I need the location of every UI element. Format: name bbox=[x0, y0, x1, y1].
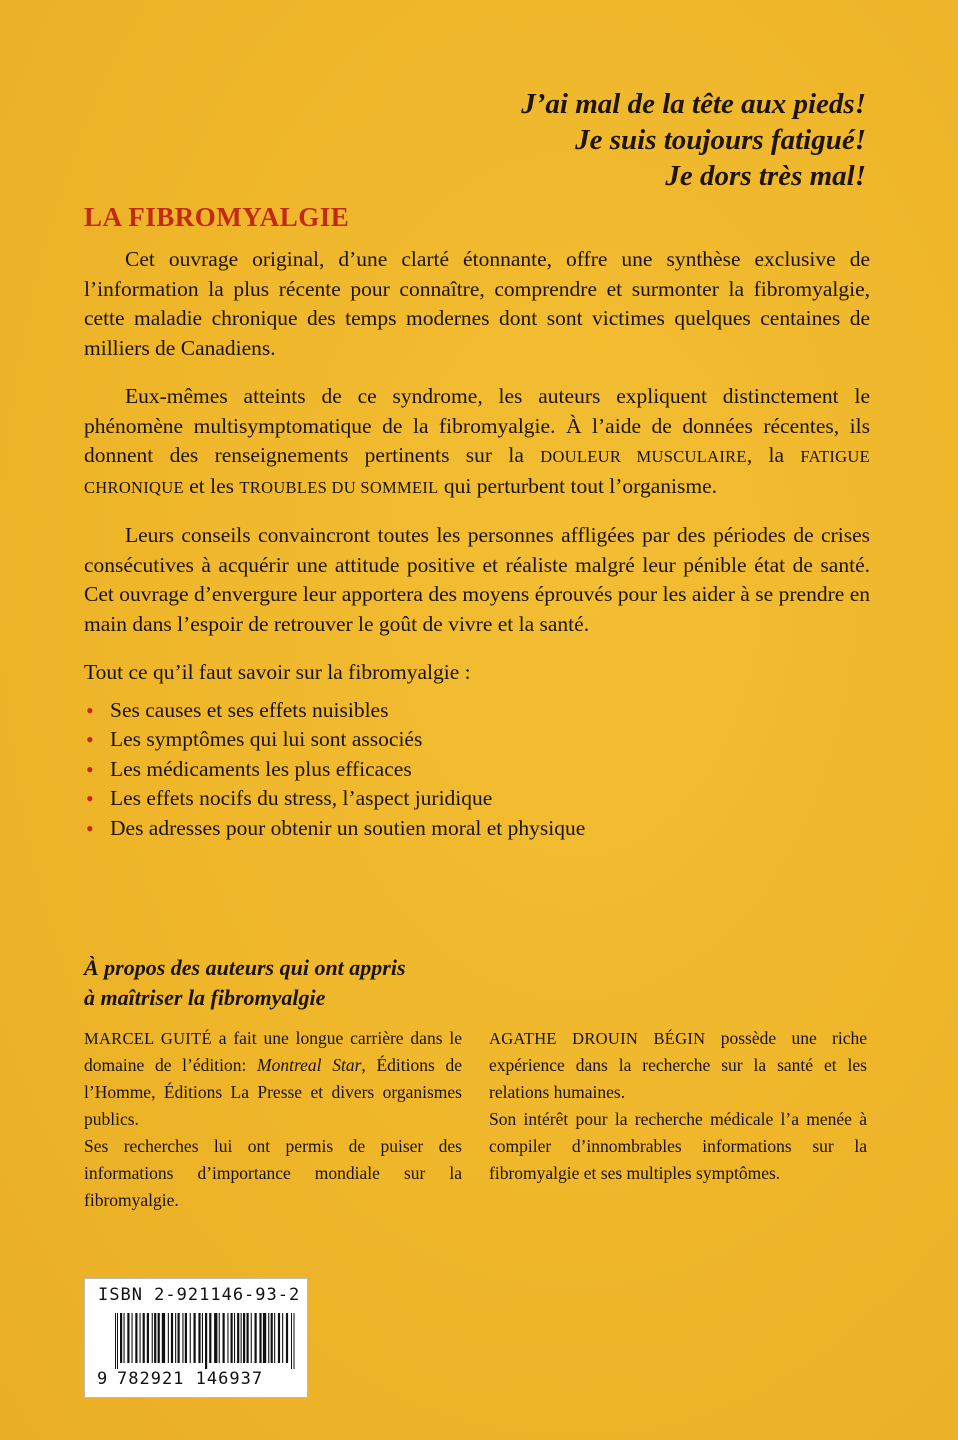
paragraph-2-part-a: Eux-mêmes atteints de ce syndrome, les auteurs expliquent distinctement le phénomène multisymptomatique de la fibromyalgie. À l’aide de données récentes, ils donnent des renseignements pertinents sur la bbox=[84, 384, 870, 467]
bullet-icon: • bbox=[86, 756, 94, 782]
author-name: MARCEL GUITÉ bbox=[84, 1029, 212, 1048]
paragraph-2 bbox=[84, 382, 870, 502]
barcode-bar bbox=[135, 1313, 137, 1363]
barcode-bar bbox=[171, 1313, 173, 1363]
list-item-text: Les médicaments les plus efficaces bbox=[110, 756, 412, 781]
keyword-douleur: DOULEUR MUSCULAIRE bbox=[540, 447, 747, 466]
barcode-bar bbox=[178, 1313, 180, 1363]
bullet-icon: • bbox=[86, 697, 94, 723]
key-points-list bbox=[84, 696, 870, 844]
list-item-text: Les effets nocifs du stress, l’aspect juridique bbox=[110, 786, 493, 810]
barcode-bar bbox=[268, 1313, 269, 1363]
author-bio-text: a fait une longue carrière dans le domaine de l’édition: bbox=[84, 1028, 462, 1075]
bullet-icon: • bbox=[86, 786, 94, 811]
barcode-bar bbox=[190, 1313, 191, 1363]
author-bio-text: , Éditions de l’Homme, Éditions La Presse et divers organismes publics. bbox=[84, 1055, 463, 1129]
barcode-bar bbox=[247, 1313, 249, 1363]
barcode-bar bbox=[127, 1313, 129, 1363]
barcode-bar bbox=[140, 1313, 141, 1363]
paragraph-2-part-c: et les bbox=[183, 473, 240, 498]
author-name: AGATHE DROUIN BÉGIN bbox=[489, 1029, 706, 1048]
barcode-bars bbox=[115, 1313, 295, 1369]
barcode-bar bbox=[205, 1313, 207, 1369]
paragraph-1: Cet ouvrage original, d’une clarté étonnante, offre une synthèse exclusive de l’information la plus récente pour connaître, comprendre et surmonter la fibromyalgie, cette maladie chronique des temps modernes dont sont victimes quelques centaines de milliers de Canadiens. bbox=[84, 247, 870, 360]
author-bio-paragraph: Son intérêt pour la recherche médicale l’a menée à compiler d’innombrables informations sur la fibromyalgie et ses multiples symptômes. bbox=[489, 1109, 867, 1183]
barcode-bar bbox=[132, 1313, 133, 1363]
barcode-bar bbox=[117, 1313, 118, 1369]
barcode-bar bbox=[278, 1313, 280, 1363]
barcode-bar bbox=[198, 1313, 200, 1363]
list-item bbox=[84, 755, 870, 785]
keyword-sommeil: TROUBLES DU SOMMEIL bbox=[239, 477, 439, 497]
author-bio-agathe-drouin-begin bbox=[489, 1025, 867, 1187]
paragraph-3: Leurs conseils convaincront toutes les personnes affligées par des périodes de crises consécutives à acquérir une attitude positive et réaliste malgré leur pénible état de santé. Cet ouvrage d’envergure leur apportera des moyens éprouvés pour les aider à se prendre en main dans l’espoir de retrouver le goût de vivre et la santé. bbox=[84, 523, 870, 636]
barcode-bar bbox=[231, 1313, 233, 1363]
isbn-number: ISBN 2-921146-93-2 bbox=[98, 1285, 301, 1305]
isbn-barcode bbox=[84, 1278, 308, 1398]
list-item-text: Des adresses pour obtenir un soutien moral et physique bbox=[110, 815, 586, 840]
author-bio-marcel-guite bbox=[84, 1025, 462, 1214]
barcode-bar bbox=[162, 1313, 165, 1363]
bullet-icon: • bbox=[86, 815, 94, 841]
barcode-bar bbox=[227, 1313, 228, 1363]
main-text bbox=[84, 245, 870, 843]
barcode-bar bbox=[168, 1313, 169, 1363]
barcode-bar bbox=[115, 1313, 116, 1369]
about-authors-heading bbox=[84, 953, 406, 1013]
barcode-bar bbox=[271, 1313, 273, 1363]
barcode-bar bbox=[154, 1313, 156, 1363]
author-bio-paragraph: Ses recherches lui ont permis de puiser des informations d’importance mondiale sur la fibromyalgie. bbox=[84, 1136, 462, 1210]
author-bio-paragraph bbox=[489, 1025, 867, 1106]
barcode-bar bbox=[143, 1313, 145, 1363]
barcode-bar bbox=[182, 1313, 183, 1363]
tagline-line-3: Je dors très mal! bbox=[665, 160, 866, 192]
barcode-bar bbox=[294, 1313, 295, 1369]
barcode-bar bbox=[241, 1313, 242, 1363]
barcode-bar bbox=[291, 1313, 292, 1369]
barcode-bar bbox=[124, 1313, 125, 1363]
barcode-bar bbox=[219, 1313, 220, 1363]
about-heading-line-1: À propos des auteurs qui ont appris bbox=[84, 955, 406, 980]
author-bio-paragraph bbox=[84, 1025, 462, 1133]
ean-prefix-digit: 9 bbox=[97, 1369, 108, 1389]
barcode-bar bbox=[243, 1313, 245, 1363]
paragraph-2-part-b: , la bbox=[746, 443, 801, 467]
book-title: LA FIBROMYALGIE bbox=[84, 202, 350, 232]
ean-digits: 782921 146937 bbox=[117, 1369, 264, 1389]
barcode-bar bbox=[263, 1313, 266, 1363]
barcode-bar bbox=[152, 1313, 153, 1363]
barcode-bar bbox=[251, 1313, 252, 1363]
keyword-fatigue: FATIGUE CHRONIQUE bbox=[84, 447, 870, 497]
list-item bbox=[84, 814, 870, 844]
barcode-bar bbox=[209, 1313, 211, 1363]
tagline-line-2: Je suis toujours fatigué! bbox=[575, 124, 866, 156]
barcode-bar bbox=[274, 1313, 275, 1363]
author-bio-text: possède une riche expérience dans la recherche sur la santé et les relations humaines. bbox=[489, 1028, 868, 1102]
list-item-text: Les symptômes qui lui sont associés bbox=[110, 727, 423, 751]
barcode-bar bbox=[147, 1313, 149, 1363]
list-item bbox=[84, 725, 870, 755]
paragraph-2-part-d: qui perturbent tout l’organisme. bbox=[438, 473, 717, 498]
barcode-bar bbox=[282, 1313, 283, 1363]
barcode-bar bbox=[214, 1313, 217, 1363]
tagline-line-1: J’ai mal de la tête aux pieds! bbox=[521, 88, 866, 120]
list-item bbox=[84, 696, 870, 726]
barcode-bar bbox=[259, 1313, 261, 1363]
publication-name: Montreal Star bbox=[257, 1055, 362, 1075]
list-item-text: Ses causes et ses effets nuisibles bbox=[110, 697, 389, 722]
bullet-icon: • bbox=[86, 727, 94, 752]
barcode-bar bbox=[223, 1313, 225, 1363]
barcode-bar bbox=[202, 1313, 203, 1363]
about-heading-line-2: à maîtriser la fibromyalgie bbox=[84, 985, 326, 1010]
barcode-bar bbox=[185, 1313, 187, 1363]
tagline bbox=[521, 86, 866, 194]
list-item bbox=[84, 784, 870, 814]
barcode-bar bbox=[286, 1313, 288, 1363]
barcode-bar bbox=[234, 1313, 235, 1363]
barcode-bar bbox=[194, 1313, 196, 1363]
list-intro: Tout ce qu’il faut savoir sur la fibromyalgie : bbox=[84, 660, 471, 684]
barcode-bar bbox=[255, 1313, 257, 1363]
barcode-bar bbox=[158, 1313, 160, 1363]
barcode-bar bbox=[120, 1313, 122, 1363]
barcode-bar bbox=[237, 1313, 239, 1363]
barcode-bar bbox=[175, 1313, 176, 1363]
